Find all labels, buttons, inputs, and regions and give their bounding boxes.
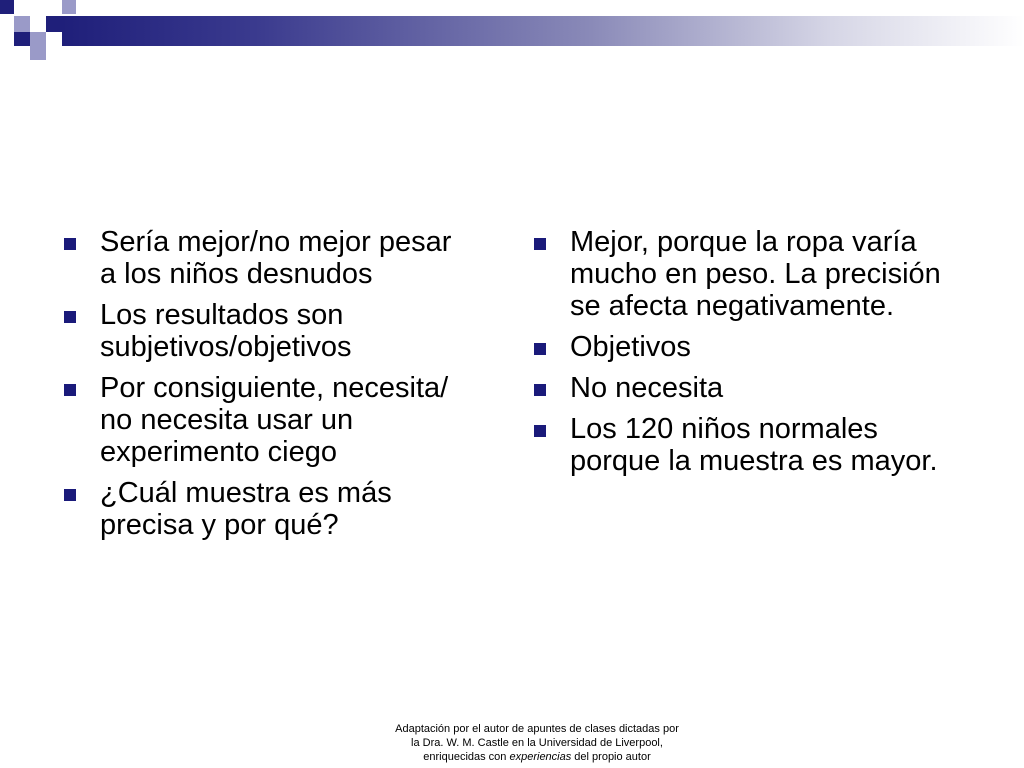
list-item-text: Los 120 niños normales porque la muestra es mayor.	[570, 413, 938, 477]
list-item	[62, 299, 462, 363]
header-decoration-square	[14, 32, 30, 46]
list-item	[62, 372, 462, 468]
footnote-text: del propio autor	[571, 751, 651, 763]
square-bullet-icon	[534, 238, 546, 250]
header-decoration-square	[30, 32, 46, 46]
footnote-line	[382, 750, 692, 764]
list-item	[62, 477, 462, 541]
list-item	[532, 226, 972, 322]
list-item-text: Por consiguiente, necesita/ no necesita usar un experimento ciego	[100, 372, 449, 468]
list-item	[532, 372, 972, 404]
list-item	[532, 413, 972, 477]
square-bullet-icon	[534, 425, 546, 437]
list-item-text: Sería mejor/no mejor pesar a los niños desnudos	[100, 226, 452, 290]
list-item-text: Mejor, porque la ropa varía mucho en peso. La precisión se afecta negativamente.	[570, 226, 941, 322]
list-item-text: No necesita	[570, 372, 724, 404]
header-decoration-square	[14, 16, 30, 32]
footnote-emphasis: experiencias	[509, 751, 572, 763]
list-item	[62, 226, 462, 290]
left-column	[62, 226, 462, 550]
footnote	[382, 722, 692, 764]
square-bullet-icon	[64, 384, 76, 396]
square-bullet-icon	[64, 311, 76, 323]
square-bullet-icon	[64, 489, 76, 501]
list-item-text: Los resultados son subjetivos/objetivos	[100, 299, 352, 363]
header-decoration-square	[62, 0, 76, 14]
footnote-line: la Dra. W. M. Castle en la Universidad de Liverpool,	[411, 737, 663, 749]
header-gradient-bar	[62, 16, 1024, 46]
square-bullet-icon	[64, 238, 76, 250]
header-decoration-square	[46, 16, 62, 32]
right-bullet-list	[532, 226, 972, 477]
footnote-text: enriquecidas con	[423, 751, 510, 763]
square-bullet-icon	[534, 343, 546, 355]
list-item-text: ¿Cuál muestra es más precisa y por qué?	[100, 477, 392, 541]
header-decoration-square	[0, 0, 14, 14]
header-decoration-square	[30, 46, 46, 60]
right-column	[532, 226, 972, 486]
list-item-text: Objetivos	[570, 331, 691, 363]
footnote-line: Adaptación por el autor de apuntes de clases dictadas por	[395, 723, 679, 735]
list-item	[532, 331, 972, 363]
left-bullet-list	[62, 226, 462, 541]
square-bullet-icon	[534, 384, 546, 396]
